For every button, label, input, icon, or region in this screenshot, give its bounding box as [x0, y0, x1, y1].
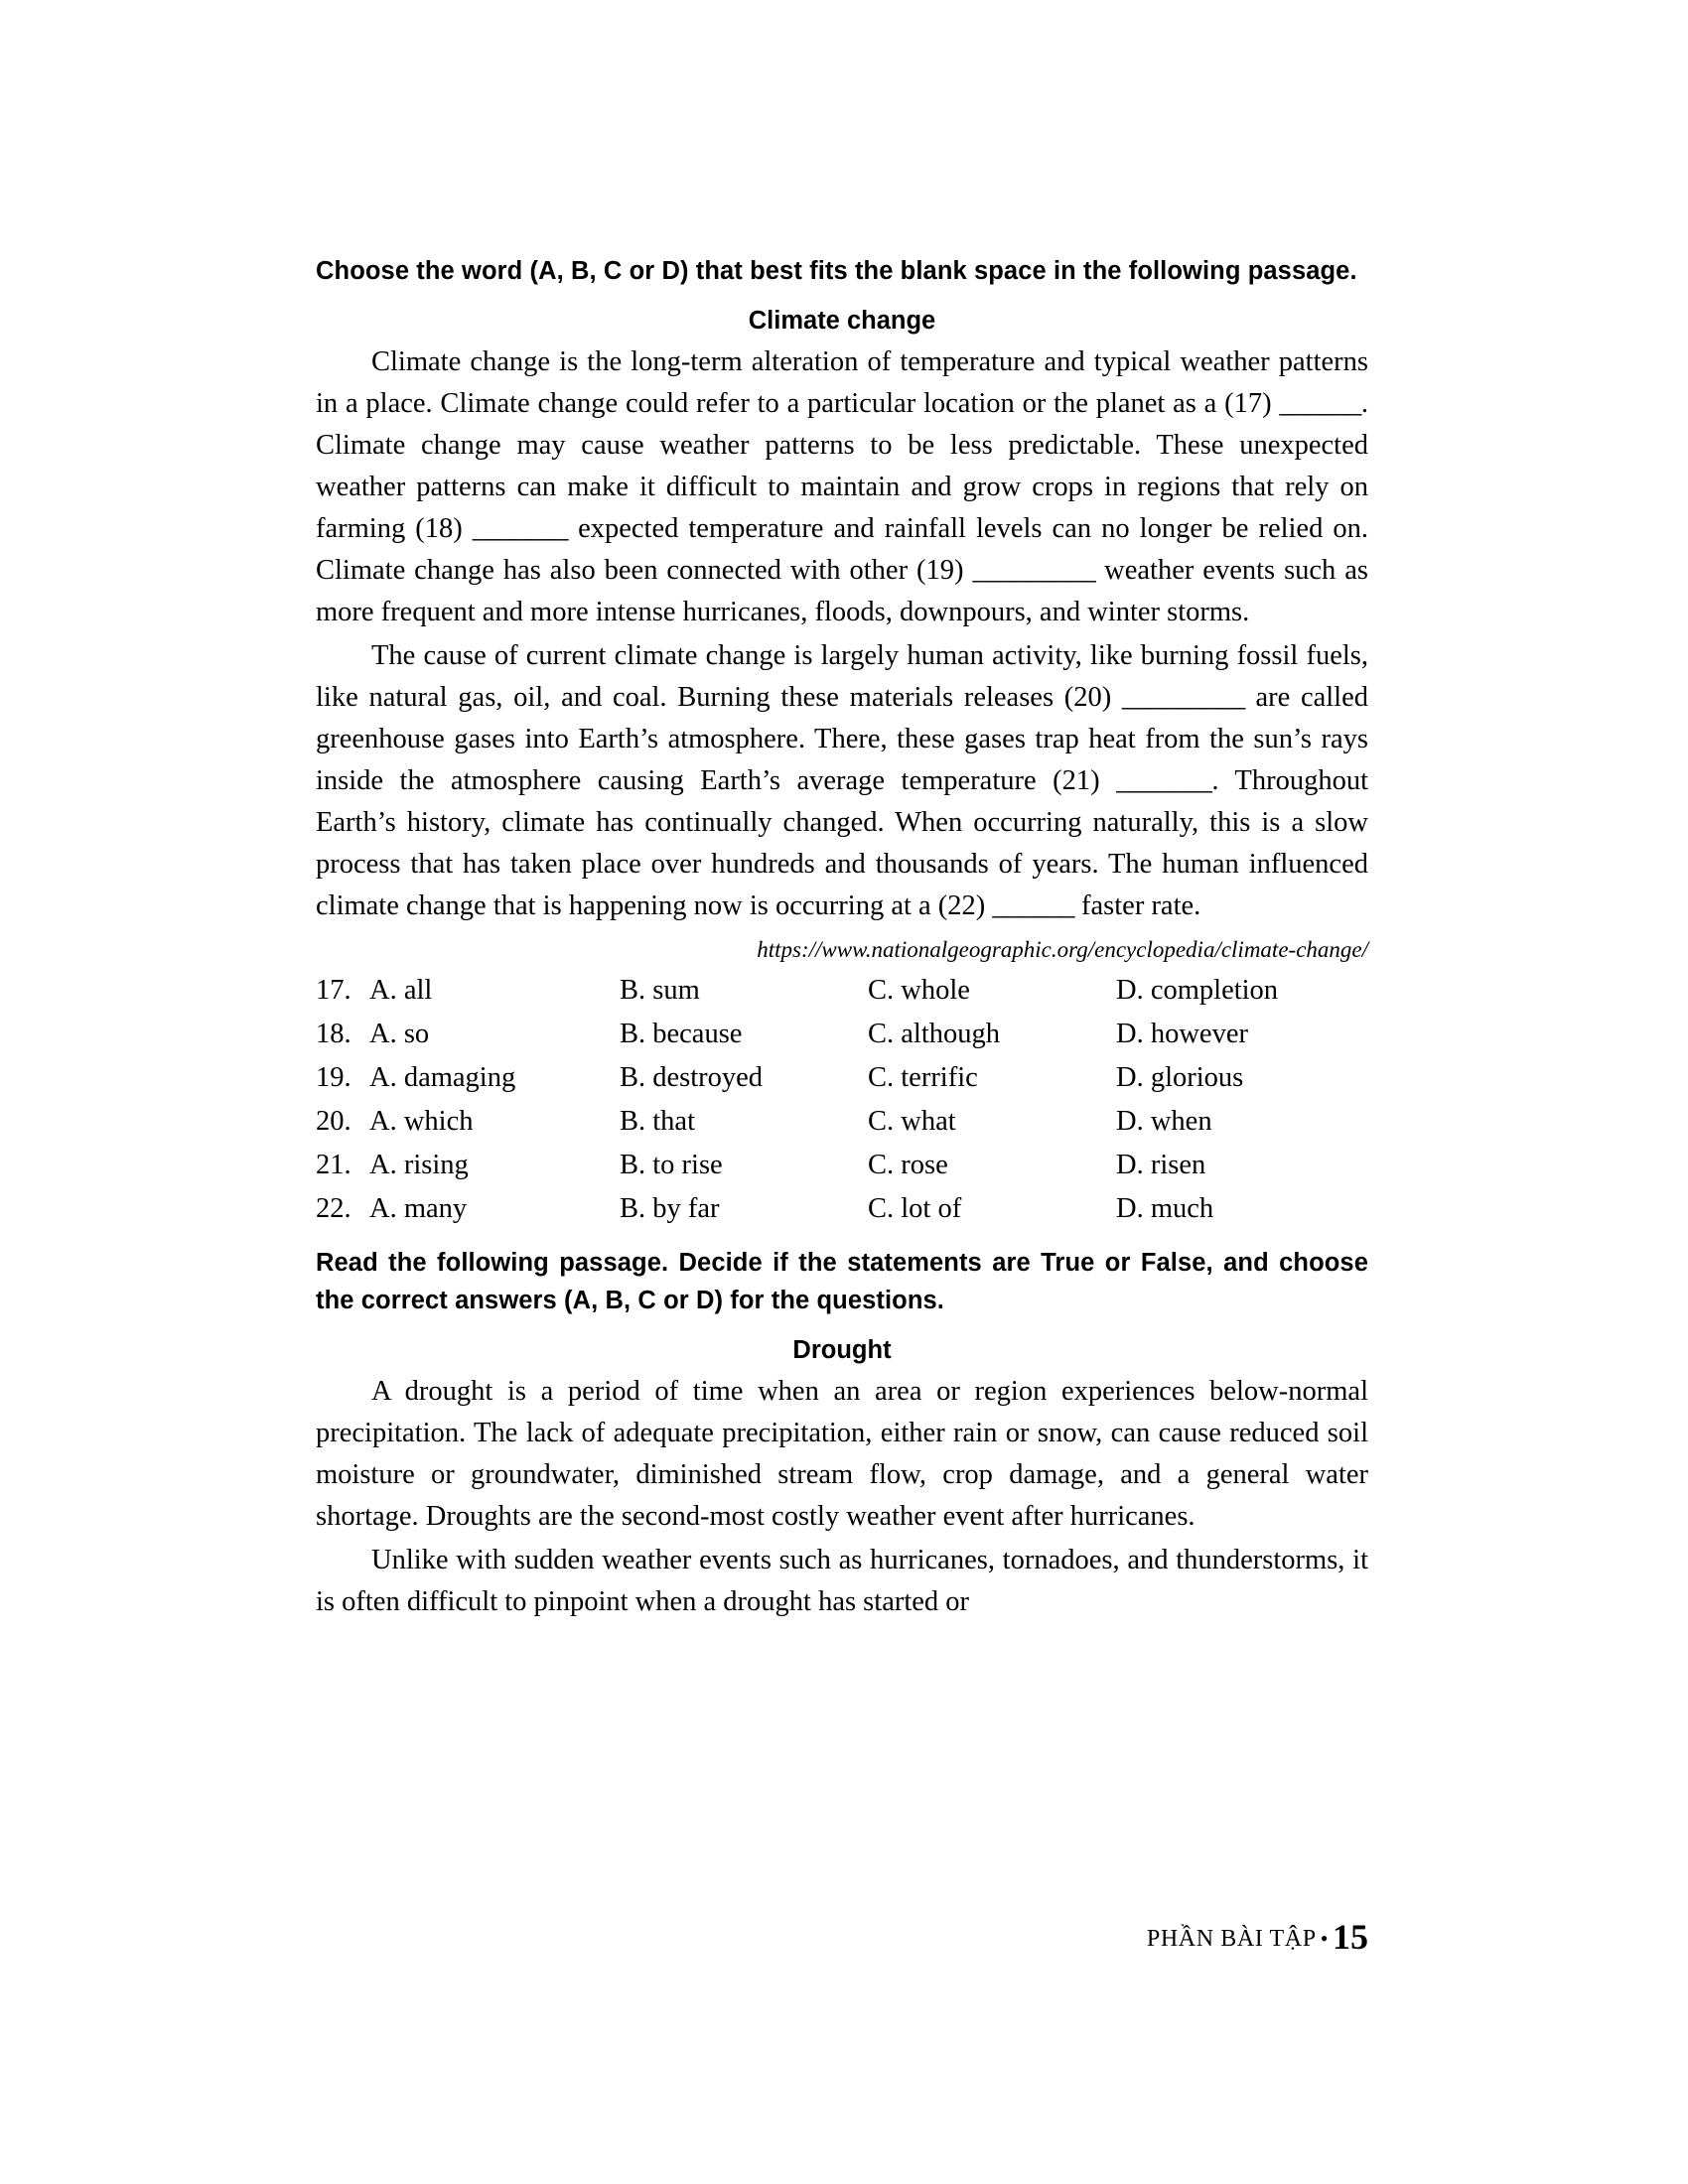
table-row [316, 1056, 1368, 1100]
option-a[interactable]: A. so [369, 1019, 430, 1050]
option-d[interactable]: D. glorious [1116, 1062, 1244, 1094]
option-c[interactable]: C. although [868, 1019, 1000, 1050]
question-number: 21. [316, 1150, 352, 1181]
option-c[interactable]: C. rose [868, 1150, 948, 1181]
table-row [316, 1100, 1368, 1144]
blank-19: _________ [972, 554, 1096, 586]
passage-source-url: https://www.nationalgeographic.org/encyclopedia/climate-change/ [757, 937, 1368, 963]
footer-label: PHẦN BÀI TẬP [1146, 1926, 1317, 1952]
passage2-paragraph-1: A drought is a period of time when an area or region experiences below-normal precipitation. The lack of adequate precipitation, either rain or snow, can cause reduced soil moisture or groundwater, diminished stream flow, crop damage, and a general water shortage. Droughts are the second-most costly weather event after hurricanes. [316, 1375, 1368, 1532]
option-b[interactable]: B. that [620, 1106, 695, 1138]
option-d[interactable]: D. much [1116, 1193, 1214, 1225]
passage1-p1-text4: weather events such as more frequent and more intense hurricanes, floods, downpours, and winter storms. [316, 554, 1369, 627]
option-a[interactable]: A. which [369, 1106, 474, 1138]
option-a[interactable]: A. damaging [369, 1062, 516, 1094]
instruction-second: Read the following passage. Decide if the statements are True or False, and choose the correct answers (A, B, C or D) for the questions. [316, 1249, 1368, 1314]
option-b[interactable]: B. by far [620, 1193, 720, 1225]
blank-22: ______ [992, 890, 1074, 922]
option-b[interactable]: B. because [620, 1019, 743, 1050]
passage1-paragraph-1 [316, 341, 1368, 633]
option-a[interactable]: A. rising [369, 1150, 469, 1181]
instruction-first: Choose the word (A, B, C or D) that best fits the blank space in the following passage. [316, 257, 1357, 285]
table-row [316, 1187, 1368, 1231]
question-number: 20. [316, 1106, 352, 1138]
question-number: 18. [316, 1019, 352, 1050]
footer-separator: • [1320, 1926, 1329, 1951]
page-content [316, 253, 1368, 1623]
option-b[interactable]: B. to rise [620, 1150, 723, 1181]
option-c[interactable]: C. lot of [868, 1193, 962, 1225]
option-d[interactable]: D. however [1116, 1019, 1248, 1050]
question-number: 19. [316, 1062, 352, 1094]
table-row [316, 969, 1368, 1013]
question-number: 17. [316, 975, 352, 1007]
blank-18: _______ [472, 512, 569, 544]
passage1-p1-text1: Climate change is the long-term alteration of temperature and typical weather patterns in a place. Climate change could refer to a particular location or the planet as a (17) [316, 345, 1368, 419]
passage1-paragraph-2 [316, 635, 1368, 927]
option-b[interactable]: B. destroyed [620, 1062, 764, 1094]
blank-17: ______ [1279, 387, 1361, 419]
passage1-p2-text3: . Throughout Earth’s history, climate has continually changed. When occurring naturally, this is a slow process that has taken place over hundreds and thousands of years. The human influenced climate change that is happening now is occurring at a (22) [316, 765, 1368, 922]
option-d[interactable]: D. when [1116, 1106, 1212, 1138]
option-b[interactable]: B. sum [620, 975, 700, 1007]
answer-options-body [316, 969, 1368, 1231]
passage1-p1-text2: . Climate change may cause weather patterns to be less predictable. These unexpected weather patterns can make it difficult to maintain and grow crops in regions that rely on farming (18) [316, 387, 1368, 544]
passage1-p2-text1: The cause of current climate change is largely human activity, like burning fossil fuels, like natural gas, oil, and coal. Burning these materials releases (20) [316, 639, 1368, 713]
option-c[interactable]: C. what [868, 1106, 956, 1138]
table-row [316, 1144, 1368, 1187]
passage1-p1-text3: expected temperature and rainfall levels can no longer be relied on. Climate change has also been connected with other (19) [316, 512, 1368, 586]
page-footer [1147, 1916, 1368, 1958]
blank-21: _______ [1116, 765, 1212, 797]
passage-title-climate-change: Climate change [748, 306, 936, 335]
question-number: 22. [316, 1193, 352, 1225]
table-row [316, 1013, 1368, 1056]
passage-title-drought: Drought [792, 1335, 892, 1364]
option-a[interactable]: A. many [369, 1193, 468, 1225]
option-d[interactable]: D. completion [1116, 975, 1279, 1007]
passage1-p2-text4: faster rate. [1073, 890, 1201, 922]
passage1-p2-text2: are called greenhouse gases into Earth’s atmosphere. There, these gases trap heat from the sun’s rays inside the atmosphere causing Earth’s average temperature (21) [316, 681, 1368, 797]
blank-20: _________ [1121, 681, 1245, 713]
option-c[interactable]: C. whole [868, 975, 970, 1007]
passage2-paragraph-2: Unlike with sudden weather events such as hurricanes, tornadoes, and thunderstorms, it is often difficult to pinpoint when a drought has started or [316, 1544, 1368, 1617]
option-c[interactable]: C. terrific [868, 1062, 978, 1094]
option-a[interactable]: A. all [369, 975, 433, 1007]
answer-options-table [316, 969, 1368, 1231]
option-d[interactable]: D. risen [1116, 1150, 1206, 1181]
page-number: 15 [1333, 1917, 1368, 1957]
